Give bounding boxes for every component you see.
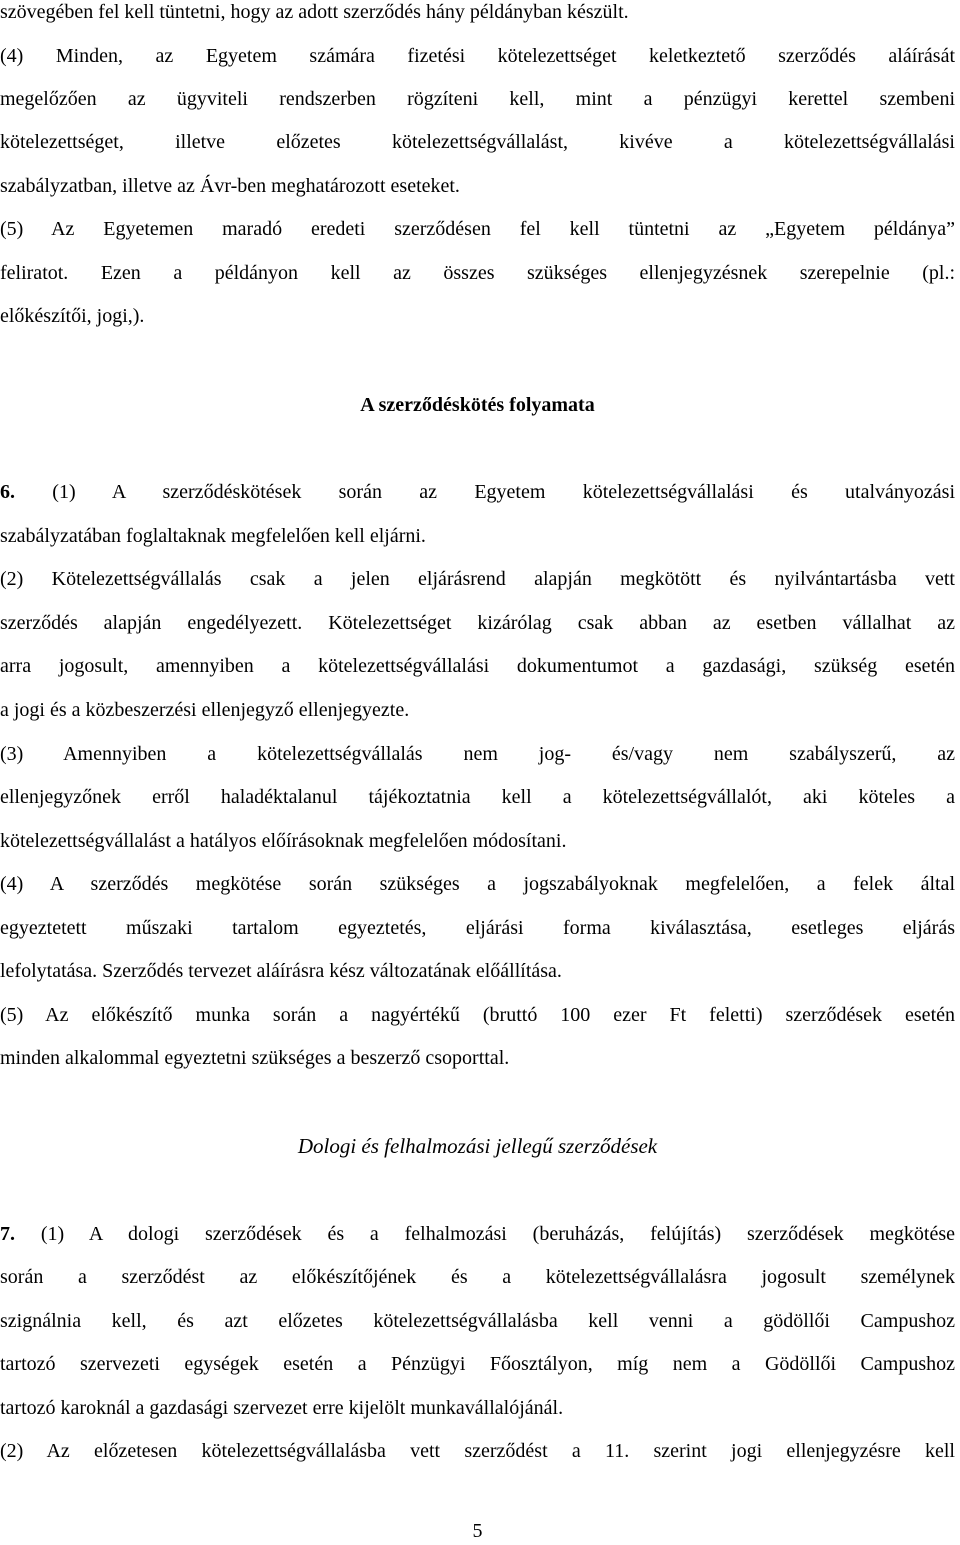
section-heading: A szerződéskötés folyamata <box>360 394 595 416</box>
paragraph-line: egyeztetett műszaki tartalom egyeztetés, eljárási forma kiválasztása, esetleges eljárás <box>0 917 955 939</box>
section-7-first-line <box>0 1220 955 1248</box>
paragraph-line: megelőzően az ügyviteli rendszerben rögzíteni kell, mint a pénzügyi kerettel szembeni <box>0 88 955 110</box>
paragraph-line: ellenjegyzőnek erről haladéktalanul tájékoztatnia kell a kötelezettségvállalót, aki köteles a <box>0 786 955 808</box>
paragraph-text: (1) A dologi szerződések és a felhalmozási (beruházás, felújítás) szerződések megkötése <box>15 1223 955 1245</box>
paragraph-line: (5) Az Egyetemen maradó eredeti szerződésen fel kell tüntetni az „Egyetem példánya” <box>0 218 955 240</box>
paragraph-line: arra jogosult, amennyiben a kötelezettségvállalási dokumentumot a gazdasági, szükség esetén <box>0 655 955 677</box>
section-6-first-line <box>0 478 955 506</box>
paragraph-line: szignálnia kell, és azt előzetes kötelezettségvállalásba kell venni a gödöllői Campushoz <box>0 1310 955 1332</box>
paragraph-line: (3) Amennyiben a kötelezettségvállalás nem jog- és/vagy nem szabályszerű, az <box>0 743 955 765</box>
paragraph-text: (1) A szerződéskötések során az Egyetem kötelezettségvállalási és utalványozási <box>15 481 955 503</box>
paragraph-line: minden alkalommal egyeztetni szükséges a beszerző csoporttal. <box>0 1047 510 1069</box>
paragraph-line: szabályzatban, illetve az Ávr-ben meghatározott eseteket. <box>0 175 460 197</box>
paragraph-line: kötelezettségvállalást a hatályos előírásoknak megfelelően módosítani. <box>0 830 567 852</box>
paragraph-line: kötelezettséget, illetve előzetes kötelezettségvállalást, kivéve a kötelezettségvállalási <box>0 131 955 153</box>
paragraph-line: (5) Az előkészítő munka során a nagyértékű (bruttó 100 ezer Ft feletti) szerződések esetén <box>0 1004 955 1026</box>
paragraph-line: során a szerződést az előkészítőjének és a kötelezettségvállalásra jogosult személynek <box>0 1266 955 1288</box>
section-number: 7. <box>0 1223 15 1245</box>
paragraph-line: (4) Minden, az Egyetem számára fizetési kötelezettséget keletkeztető szerződés aláírását <box>0 45 955 67</box>
paragraph-line: lefolytatása. Szerződés tervezet aláírásra kész változatának előállítása. <box>0 960 562 982</box>
paragraph-line: szabályzatában foglaltaknak megfelelően kell eljárni. <box>0 525 426 547</box>
paragraph-line: tartozó karoknál a gazdasági szervezet erre kijelölt munkavállalójánál. <box>0 1397 564 1419</box>
paragraph-line: (2) Kötelezettségvállalás csak a jelen eljárásrend alapján megkötött és nyilvántartásba vett <box>0 568 955 590</box>
paragraph-line: szövegében fel kell tüntetni, hogy az adott szerződés hány példányban készült. <box>0 1 629 23</box>
section-number: 6. <box>0 481 15 503</box>
paragraph-line: (2) Az előzetesen kötelezettségvállalásba vett szerződést a 11. szerint jogi ellenjegyzésre kell <box>0 1440 955 1462</box>
paragraph-line: a jogi és a közbeszerzési ellenjegyző ellenjegyezte. <box>0 699 410 721</box>
paragraph-line: szerződés alapján engedélyezett. Kötelezettséget kizárólag csak abban az esetben vállalhat az <box>0 612 955 634</box>
subsection-heading: Dologi és felhalmozási jellegű szerződések <box>297 1134 658 1158</box>
paragraph-line: előkészítői, jogi,). <box>0 305 145 327</box>
page-number: 5 <box>472 1520 483 1542</box>
paragraph-line: tartozó szervezeti egységek esetén a Pénzügyi Főosztályon, míg nem a Gödöllői Campushoz <box>0 1353 955 1375</box>
paragraph-line: feliratot. Ezen a példányon kell az összes szükséges ellenjegyzésnek szerepelnie (pl.: <box>0 262 955 284</box>
paragraph-line: (4) A szerződés megkötése során szükséges a jogszabályoknak megfelelően, a felek által <box>0 873 955 895</box>
